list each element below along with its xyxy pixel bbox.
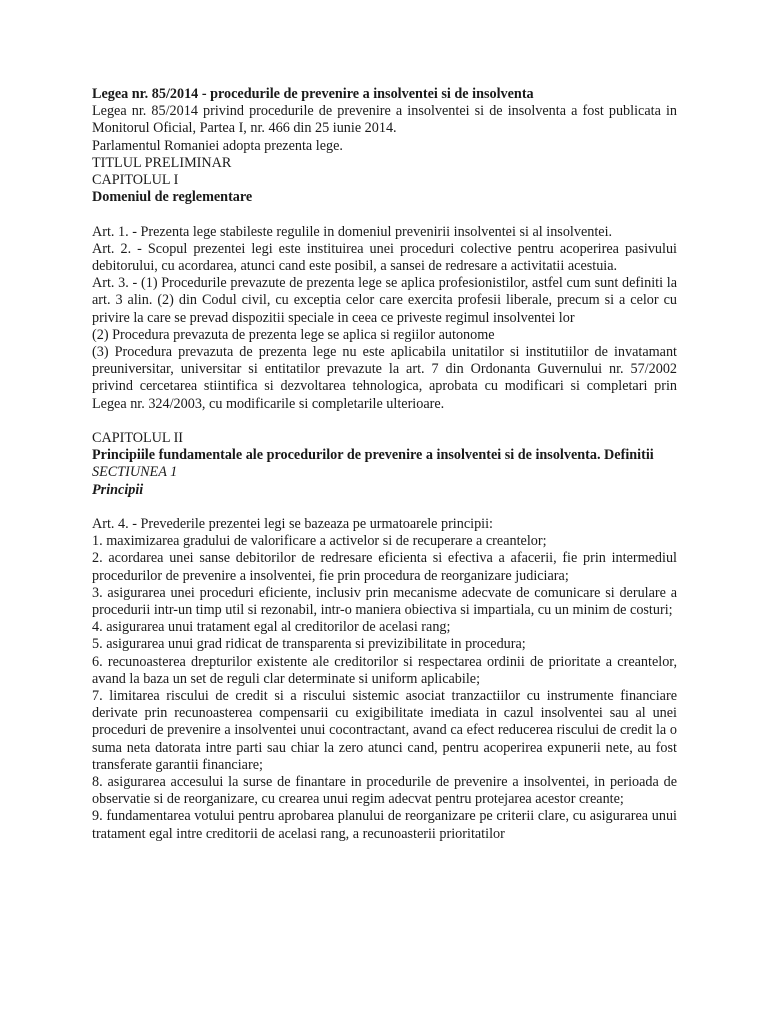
document-title: Legea nr. 85/2014 - procedurile de prevenire a insolventei si de insolventa bbox=[92, 86, 534, 102]
principle-item: 4. asigurarea unui tratament egal al creditorilor de acelasi rang; bbox=[92, 619, 451, 636]
chapter-2-title: Principiile fundamentale ale procedurilor de prevenire a insolventei si de insolventa. Definitii bbox=[92, 447, 654, 464]
article-3-para-2: (2) Procedura prevazuta de prezenta lege se aplica si regiilor autonome bbox=[92, 326, 495, 343]
principle-item: 1. maximizarea gradului de valorificare a activelor si de recuperare a creantelor; bbox=[92, 533, 547, 550]
article-3-para-1: Art. 3. - (1) Procedurile prevazute de prezenta lege se aplica profesionistilor, astfel cum sunt definiti la art. 3 alin. (2) din Codul civil, cu exceptia celor care exercita profesii liberale, precum si a celor cu privire la care se prevad dispozitii speciale in ceea ce priveste regimul insolventei lor bbox=[92, 275, 677, 326]
principle-item: 8. asigurarea accesului la surse de finantare in procedurile de prevenire a insolventei, in perioada de observatie si de reorganizare, cu crearea unui regim adecvat pentru protejarea acestor creante; bbox=[92, 774, 677, 808]
document-page bbox=[92, 86, 677, 843]
chapter-2-heading: CAPITOLUL II bbox=[92, 430, 184, 447]
spacer bbox=[92, 206, 677, 223]
section-1-heading: SECTIUNEA 1 bbox=[92, 464, 178, 481]
principle-item: 7. limitarea riscului de credit si a riscului sistemic asociat tranzactiilor cu instrumente financiare derivate prin recunoasterea compensarii cu exigibilitate imediata in cazul insolventei sau al unei proceduri de prevenire a insolventei unui cocontractant, avand ca efect reducerea riscului de credit la o suma neta datorata intre parti sau chiar la zero atunci cand, pentru acoperirea expunerii nete, au fost transferate garantii financiare; bbox=[92, 688, 677, 773]
spacer bbox=[92, 499, 677, 516]
article-1: Art. 1. - Prezenta lege stabileste regulile in domeniul prevenirii insolventei si al insolventei. bbox=[92, 223, 613, 240]
principle-item: 9. fundamentarea votului pentru aprobarea planului de reorganizare pe criterii clare, cu asigurarea unui tratament egal intre creditorii de acelasi rang, a recunoasterii prioritatilor bbox=[92, 808, 677, 842]
principle-item: 3. asigurarea unei proceduri eficiente, inclusiv prin mecanisme adecvate de comunicare si derulare a procedurii intr-un timp util si rezonabil, intr-o maniera obiectiva si impartiala, cu un minim de costuri; bbox=[92, 584, 677, 619]
principle-item: 5. asigurarea unui grad ridicat de transparenta si previzibilitate in procedura; bbox=[92, 636, 526, 653]
adoption-paragraph: Parlamentul Romaniei adopta prezenta lege. bbox=[92, 137, 343, 154]
principle-item: 2. acordarea unei sanse debitorilor de redresare eficienta si efectiva a afacerii, fie prin intermediul procedurilor de prevenire a insolventei, fie prin procedura de reorganizare judiciara; bbox=[92, 550, 677, 584]
intro-paragraph: Legea nr. 85/2014 privind procedurile de prevenire a insolventei si de insolventa a fost publicata in Monitorul Oficial, Partea I, nr. 466 din 25 iunie 2014. bbox=[92, 103, 677, 137]
chapter-1-heading: CAPITOLUL I bbox=[92, 172, 179, 189]
article-3-para-3: (3) Procedura prevazuta de prezenta lege nu este aplicabila unitatilor si institutiilor de invatamant preuniversitar, universitar si entitatilor prevazute la art. 7 din Ordonanta Guvernului nr. 57/2002 privind cercetarea stiintifica si dezvoltarea tehnologica, aprobata cu modificari si completari prin Legea nr. 324/2003, cu modificarile si completarile ulterioare. bbox=[92, 344, 677, 412]
chapter-1-title: Domeniul de reglementare bbox=[92, 189, 253, 206]
titlu-preliminar-heading: TITLUL PRELIMINAR bbox=[92, 154, 232, 171]
section-1-title: Principii bbox=[92, 481, 144, 498]
article-2: Art. 2. - Scopul prezentei legi este instituirea unei proceduri colective pentru acoperirea pasivului debitorului, cu acordarea, atunci cand este posibil, a sansei de redresare a activitatii acestuia. bbox=[92, 240, 677, 275]
principle-item: 6. recunoasterea drepturilor existente ale creditorilor si respectarea ordinii de prioritate a creantelor, avand la baza un set de reguli clar determinate si uniform aplicabile; bbox=[92, 653, 677, 687]
spacer bbox=[92, 413, 677, 430]
article-4-intro: Art. 4. - Prevederile prezentei legi se bazeaza pe urmatoarele principii: bbox=[92, 516, 493, 533]
